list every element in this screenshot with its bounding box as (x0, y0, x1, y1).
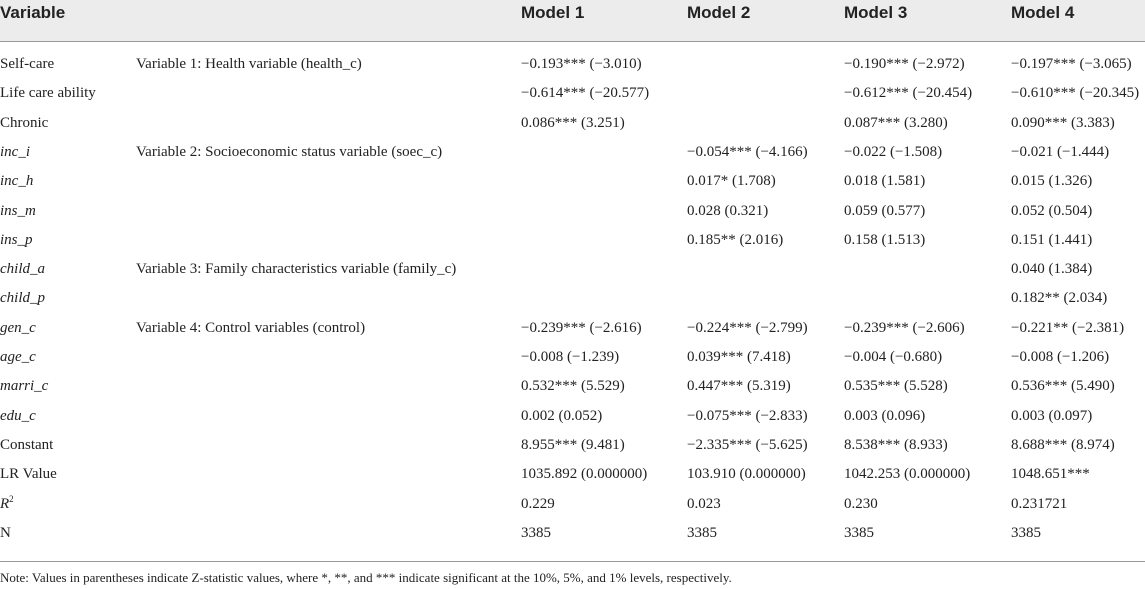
variable-group-label: Variable 1: Health variable (health_c) (136, 56, 362, 72)
model-3-value: 0.059 (0.577) (844, 202, 926, 219)
table-note: Note: Values in parentheses indicate Z-statistic values, where *, **, and *** indicate significant at the 10%, 5%, and 1% levels, respectively. (0, 570, 732, 585)
table-row (0, 372, 1145, 401)
model-3-value: 0.018 (1.581) (844, 173, 926, 190)
model-1-value: 0.229 (521, 495, 555, 512)
table-row (0, 79, 1145, 108)
model-3-value: −0.239*** (−2.606) (844, 319, 965, 336)
variable-group-label: Variable 2: Socioeconomic status variable (soec_c) (136, 143, 443, 160)
variable-name: inc_h (0, 173, 34, 190)
model-1-value: 0.532*** (5.529) (521, 378, 625, 395)
model-2-value: 0.023 (687, 495, 721, 512)
model-4-value: 0.182** (2.034) (1011, 290, 1108, 307)
variable-name: LR Value (0, 466, 57, 483)
table-row (0, 138, 1145, 167)
model-3-value: 0.087*** (3.280) (844, 114, 948, 131)
variable-name: Self-care (0, 56, 55, 72)
model-4-value: −0.021 (−1.444) (1011, 143, 1110, 160)
model-1-value: −0.193*** (−3.010) (521, 56, 642, 72)
model-1-value: 3385 (521, 524, 551, 541)
table-row (0, 167, 1145, 196)
table-row (0, 343, 1145, 372)
table-row (0, 519, 1145, 548)
header-variable: Variable (0, 3, 66, 22)
table-row (0, 402, 1145, 431)
table-row (0, 314, 1145, 343)
variable-group-label: Variable 3: Family characteristics variable (family_c) (136, 261, 457, 278)
model-1-value: −0.008 (−1.239) (521, 349, 620, 365)
model-3-value: −0.022 (−1.508) (844, 143, 943, 160)
model-1-value: 0.002 (0.052) (521, 407, 603, 424)
table-header (0, 0, 1145, 42)
table-row (0, 226, 1145, 255)
table-row (0, 284, 1145, 313)
model-1-value: 8.955*** (9.481) (521, 436, 625, 453)
model-2-value: 0.039*** (7.418) (687, 349, 791, 365)
model-4-value: −0.221** (−2.381) (1011, 319, 1125, 336)
table-row (0, 50, 1145, 79)
model-1-value: 1035.892 (0.000000) (521, 466, 648, 483)
model-4-value: 0.003 (0.097) (1011, 407, 1093, 424)
variable-name: Life care ability (0, 85, 96, 102)
model-3-value: −0.612*** (−20.454) (844, 85, 973, 102)
superscript: 2 (9, 493, 14, 504)
model-4-value: 0.151 (1.441) (1011, 231, 1093, 248)
model-3-value: 3385 (844, 524, 874, 541)
model-3-value: 0.158 (1.513) (844, 231, 926, 248)
header-model-3: Model 3 (844, 3, 908, 22)
model-4-value: 0.040 (1.384) (1011, 261, 1093, 278)
model-2-value: 0.447*** (5.319) (687, 378, 791, 395)
model-3-value: −0.190*** (−2.972) (844, 56, 965, 72)
model-3-value: 0.535*** (5.528) (844, 378, 948, 395)
model-4-value: 1048.651*** (1011, 466, 1090, 483)
model-3-value: 8.538*** (8.933) (844, 436, 948, 453)
variable-name: N (0, 524, 11, 541)
variable-name: Chronic (0, 114, 49, 131)
model-2-value: −2.335*** (−5.625) (687, 436, 808, 453)
model-1-value: 0.086*** (3.251) (521, 114, 625, 131)
variable-name: marri_c (0, 378, 49, 395)
model-1-value: −0.614*** (−20.577) (521, 85, 650, 102)
variable-name: child_p (0, 290, 45, 307)
header-model-1: Model 1 (521, 3, 585, 22)
variable-name: Constant (0, 436, 54, 453)
variable-name: ins_p (0, 231, 33, 248)
model-4-value: 0.052 (0.504) (1011, 202, 1093, 219)
model-2-value: 0.028 (0.321) (687, 202, 769, 219)
variable-name: gen_c (0, 319, 36, 336)
model-4-value: 8.688*** (8.974) (1011, 436, 1115, 453)
table-row (0, 197, 1145, 226)
model-3-value: 0.003 (0.096) (844, 407, 926, 424)
header-model-4: Model 4 (1011, 3, 1075, 22)
model-3-value: 1042.253 (0.000000) (844, 466, 971, 483)
model-4-value: 0.090*** (3.383) (1011, 114, 1115, 131)
model-3-value: 0.230 (844, 495, 878, 512)
header-model-2: Model 2 (687, 3, 751, 22)
variable-name: $R^2$ (0, 493, 14, 512)
table-row (0, 431, 1145, 460)
variable-name: child_a (0, 261, 45, 278)
variable-group-label: Variable 4: Control variables (control) (136, 319, 366, 336)
variable-name: age_c (0, 349, 36, 365)
model-4-value: 3385 (1011, 524, 1041, 541)
model-2-value: −0.224*** (−2.799) (687, 319, 808, 336)
model-2-value: −0.054*** (−4.166) (687, 143, 808, 160)
variable-name: edu_c (0, 407, 36, 424)
model-2-value: 3385 (687, 524, 717, 541)
table-row (0, 255, 1145, 284)
variable-name: ins_m (0, 202, 36, 219)
model-2-value: −0.075*** (−2.833) (687, 407, 808, 424)
model-4-value: 0.231721 (1011, 495, 1068, 512)
model-2-value: 0.185** (2.016) (687, 231, 784, 248)
model-2-value: 0.017* (1.708) (687, 173, 776, 190)
table-bottom-rule (0, 561, 1145, 562)
table-row (0, 490, 1145, 519)
model-1-value: −0.239*** (−2.616) (521, 319, 642, 336)
model-4-value: 0.536*** (5.490) (1011, 378, 1115, 395)
model-2-value: 103.910 (0.000000) (687, 466, 806, 483)
table-row (0, 460, 1145, 489)
model-4-value: −0.197*** (−3.065) (1011, 56, 1132, 72)
model-4-value: 0.015 (1.326) (1011, 173, 1093, 190)
table-row (0, 109, 1145, 138)
model-4-value: −0.610*** (−20.345) (1011, 85, 1140, 102)
model-4-value: −0.008 (−1.206) (1011, 349, 1110, 365)
variable-name: inc_i (0, 143, 30, 160)
model-3-value: −0.004 (−0.680) (844, 349, 943, 365)
